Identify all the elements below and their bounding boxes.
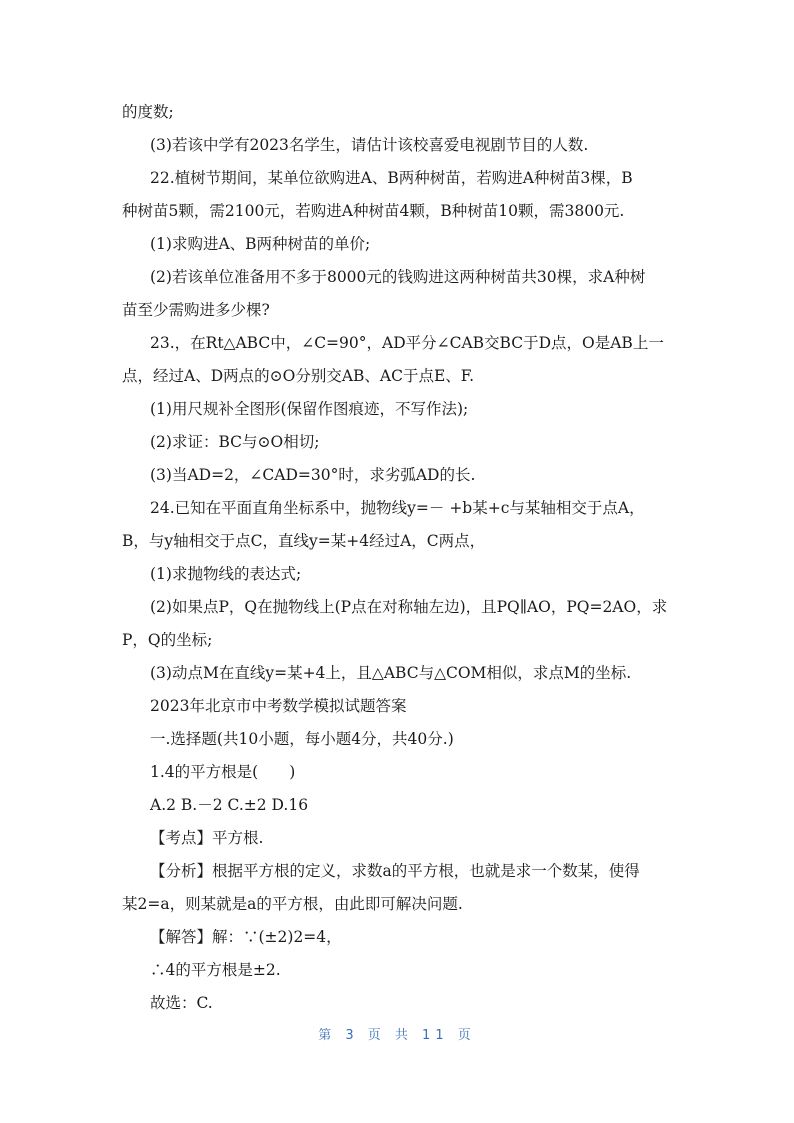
- text-line: (3)当AD=2，∠CAD=30°时，求劣弧AD的长.: [150, 466, 476, 484]
- text-line: (3)动点M在直线y=某+4上，且△ABC与△COM相似，求点M的坐标.: [150, 664, 632, 682]
- text-line: B，与y轴相交于点C，直线y=某+4经过A，C两点，: [122, 532, 486, 550]
- text-line: 1.4的平方根是( ): [150, 763, 296, 781]
- text-line: 【考点】平方根.: [150, 829, 264, 847]
- text-line: 2023年北京市中考数学模拟试题答案: [150, 697, 407, 715]
- text-line: 种树苗5颗，需2100元，若购进A种树苗4颗，B种树苗10颗，需3800元.: [122, 202, 625, 220]
- text-line: 的度数;: [122, 103, 174, 121]
- text-line: 24.已知在平面直角坐标系中，抛物线y=－ +b某+c与某轴相交于点A，: [150, 499, 645, 517]
- text-line: 【分析】根据平方根的定义，求数a的平方根，也就是求一个数某，使得: [150, 862, 640, 880]
- text-line: 23.，在Rt△ABC中，∠C=90°，AD平分∠CAB交BC于D点，O是AB上一: [150, 334, 664, 352]
- text-line: (2)若该单位准备用不多于8000元的钱购进这两种树苗共30棵，求A种树: [150, 268, 646, 286]
- text-line: 某2=a，则某就是a的平方根，由此即可解决问题.: [122, 895, 463, 913]
- text-line: A.2 B.－2 C.±2 D.16: [150, 796, 309, 814]
- text-line: ∴4的平方根是±2.: [150, 961, 281, 979]
- text-line: 故选：C.: [150, 994, 213, 1012]
- text-line: P，Q的坐标;: [122, 631, 213, 649]
- text-line: 苗至少需购进多少棵?: [122, 301, 270, 319]
- text-line: (3)若该中学有2023名学生，请估计该校喜爱电视剧节目的人数.: [150, 136, 589, 154]
- document-body: [122, 96, 678, 1020]
- text-line: (2)如果点P，Q在抛物线上(P点在对称轴左边)，且PQ∥AO，PQ=2AO，求: [150, 598, 668, 616]
- text-line: 【解答】解：∵(±2)2=4，: [150, 928, 342, 946]
- text-line: (1)用尺规补全图形(保留作图痕迹，不写作法);: [150, 400, 469, 418]
- text-line: (2)求证：BC与⊙O相切;: [150, 433, 320, 451]
- text-line: 一.选择题(共10小题，每小题4分，共40分.): [150, 730, 454, 748]
- text-line: (1)求抛物线的表达式;: [150, 565, 302, 583]
- page-footer: 第 3 页 共 11 页: [318, 1028, 476, 1043]
- text-line: 点，经过A、D两点的⊙O分别交AB、AC于点E、F.: [122, 367, 475, 385]
- text-line: 22.植树节期间，某单位欲购进A、B两种树苗，若购进A种树苗3棵，B: [150, 169, 633, 187]
- text-line: (1)求购进A、B两种树苗的单价;: [150, 235, 371, 253]
